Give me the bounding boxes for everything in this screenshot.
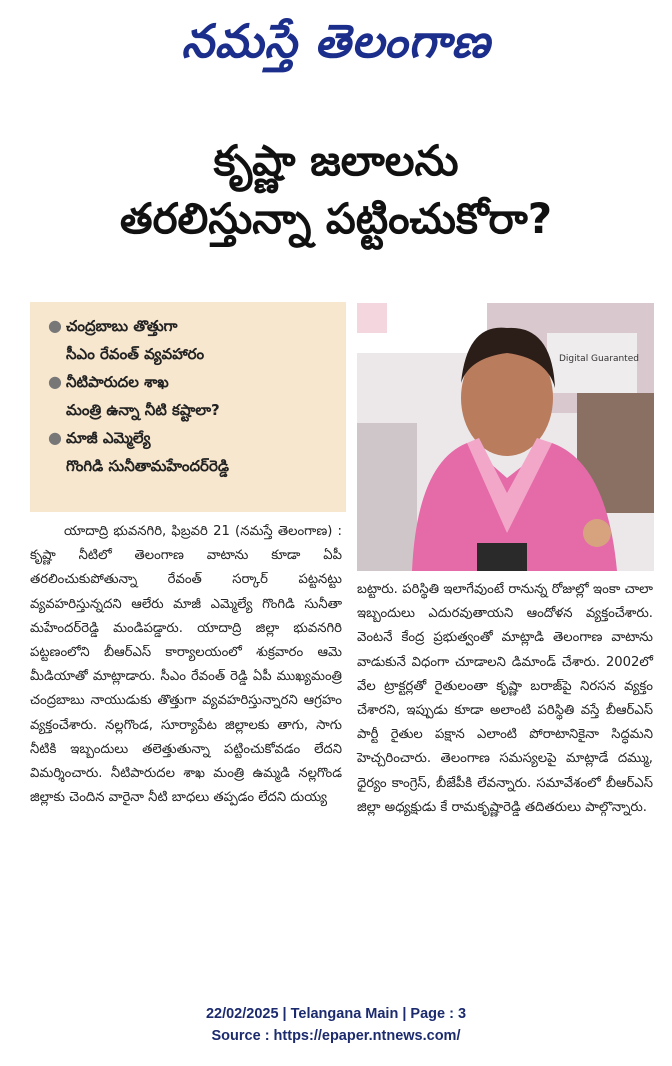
highlight-item	[44, 424, 336, 480]
article-body-column-1	[30, 520, 342, 974]
highlight-line: గొంగిడి సునీతామహేందర్‌రెడ్డి	[66, 457, 229, 475]
bullet-icon: ●	[48, 316, 62, 335]
bullet-icon: ●	[48, 372, 62, 391]
highlights-box	[30, 302, 346, 512]
banner-text: Digital Guaranted	[559, 354, 639, 364]
footer-source-line: Source : https://epaper.ntnews.com/	[211, 1028, 461, 1044]
headline-line-1: కృష్ణా జలాలను	[213, 136, 459, 185]
highlight-item	[44, 312, 336, 368]
highlight-line: నీటిపారుదల శాఖ	[66, 373, 169, 391]
article-photo	[357, 303, 654, 571]
bullet-icon: ●	[48, 428, 62, 447]
highlight-line: చంద్రబాబు తొత్తుగా	[66, 317, 178, 335]
article-paragraph: బట్టారు. పరిస్థితి ఇలాగేవుంటే రానున్న రోజుల్లో ఇంకా చాలా ఇబ్బందులు ఎదురవుతాయని ఆందోళన వ్యక్తంచేశారు. వెంటనే కేంద్ర ప్రభుత్వంతో మాట్లాడి తెలంగాణ వాటాను వాడుకునే విధంగా చూడాలని డిమాండ్ చేశారు. 2002లో వేల ట్రాక్టర్లతో రైతులంతా కృష్ణా బరాజ్‌పై నిరసన వ్యక్తం చేశారని, ఇప్పుడు కూడా అలాంటి పరిస్థితి వస్తే బీఆర్‌ఎస్ పార్టీ రైతుల పక్షాన ఎలాంటి పోరాటానికైనా సిద్ధమని హెచ్చరించారు. తెలంగాణ సమస్యలపై మాట్లాడే దమ్ము, ధైర్యం కాంగ్రెస్, బీజేపీకి లేవన్నారు. సమావేశంలో బీఆర్‌ఎస్ జిల్లా అధ్యక్షుడు కే రామకృష్ణారెడ్డి తదితరులు పాల్గొన్నారు.	[357, 582, 653, 815]
headline	[20, 132, 652, 248]
headline-line-2: తరలిస్తున్నా పట్టించుకోరా?	[119, 194, 553, 243]
highlight-line: మంత్రి ఉన్నా నీటి కష్టాలా?	[66, 401, 220, 419]
highlight-line: సీఎం రేవంత్ వ్యవహారం	[66, 345, 205, 363]
highlight-line: మాజీ ఎమ్మెల్యే	[66, 429, 151, 447]
masthead-title: నమస్తే తెలంగాణ	[181, 14, 491, 68]
portrait-image	[357, 303, 654, 571]
article-body-column-2	[357, 578, 653, 974]
footer-date-line: 22/02/2025 | Telangana Main | Page : 3	[205, 1006, 467, 1022]
highlight-item	[44, 368, 336, 424]
article-paragraph: యాదాద్రి భువనగిరి, ఫిబ్రవరి 21 (నమస్తే తెలంగాణ) : కృష్ణా నీటిలో తెలంగాణ వాటాను కూడా ఏపీ తరలించుకుపోతున్నా రేవంత్ సర్కార్ పట్టనట్టు వ్యవహరిస్తున్నదని ఆలేరు మాజీ ఎమ్మెల్యే గొంగిడి సునీతా మహేందర్‌రెడ్డి మండిపడ్డారు. యాదాద్రి జిల్లా భువనగిరి పట్టణంలోని బీఆర్‌ఎస్ కార్యాలయంలో శుక్రవారం ఆమె మీడియాతో మాట్లాడారు. సీఎం రేవంత్ రెడ్డి ఏపీ ముఖ్యమంత్రి చంద్రబాబు నాయుడుకు తొత్తుగా వ్యవహరిస్తున్నారని ఆగ్రహం వ్యక్తంచేశారు. నల్లగొండ, సూర్యాపేట జిల్లాలకు తాగు, సాగు నీటికి ఇబ్బందులు తలెత్తుతున్నా పట్టించుకోవడం లేదని విమర్శించారు. నీటిపారుదల శాఖ మంత్రి ఉమ్మడి నల్లగొండ జిల్లాకు చెందిన వారైనా నీటి బాధలు తప్పడం లేదని దుయ్య	[30, 524, 342, 806]
